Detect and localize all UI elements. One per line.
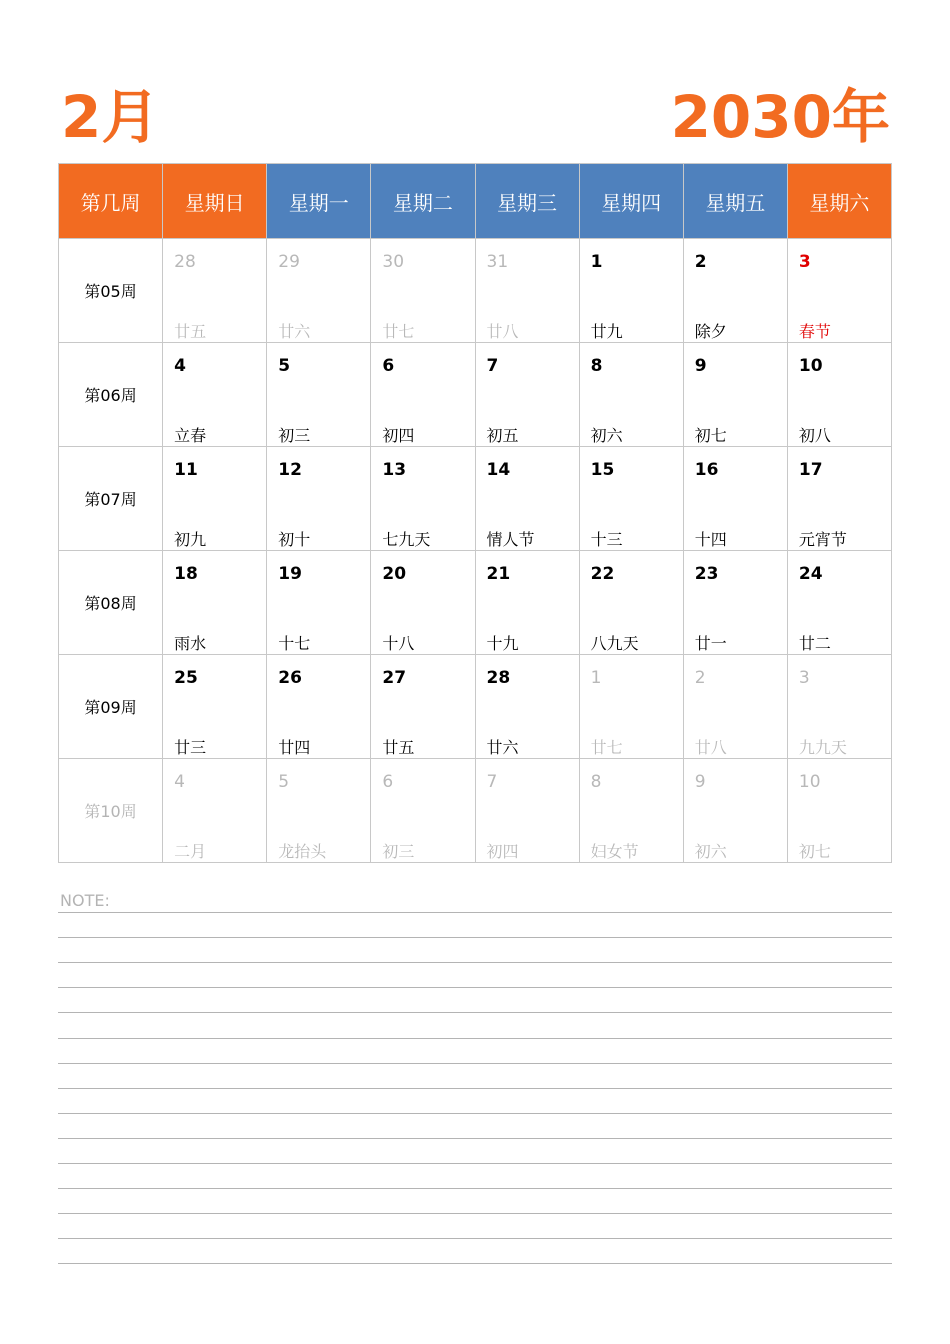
day-cell[interactable] (475, 551, 579, 655)
day-number: 30 (382, 252, 405, 272)
note-rule-line (58, 1038, 892, 1039)
day-number: 27 (382, 668, 407, 688)
day-cell[interactable] (579, 343, 683, 447)
day-cell[interactable] (579, 759, 683, 863)
day-number: 24 (798, 564, 823, 584)
note-rule-line (58, 1188, 892, 1189)
column-header-friday: 星期五 (683, 164, 787, 239)
lunar-date: 十四 (694, 530, 727, 549)
day-number: 10 (798, 772, 821, 792)
year-title: 2030年 (670, 83, 890, 151)
day-cell[interactable] (371, 655, 475, 759)
lunar-date: 十三 (590, 530, 623, 549)
day-cell[interactable] (267, 239, 371, 343)
day-cell[interactable] (787, 447, 891, 551)
lunar-date: 廿二 (798, 634, 831, 653)
day-number: 4 (174, 356, 186, 376)
note-rule-line (58, 1163, 892, 1164)
month-title: 2月 (61, 83, 160, 151)
day-cell[interactable] (683, 343, 787, 447)
column-header-week: 第几周 (59, 164, 163, 239)
day-number: 22 (590, 564, 615, 584)
day-cell[interactable] (475, 447, 579, 551)
lunar-date: 初三 (382, 842, 415, 861)
day-cell[interactable] (163, 447, 267, 551)
day-cell[interactable] (475, 759, 579, 863)
day-number: 3 (798, 252, 811, 272)
column-header-tuesday: 星期二 (371, 164, 475, 239)
day-cell[interactable] (371, 551, 475, 655)
day-number: 1 (590, 668, 602, 688)
day-cell[interactable] (371, 239, 475, 343)
lunar-date: 情人节 (486, 530, 535, 549)
day-cell[interactable] (371, 759, 475, 863)
day-cell[interactable] (267, 551, 371, 655)
day-number: 16 (694, 460, 719, 480)
day-number: 8 (590, 772, 602, 792)
day-cell[interactable] (475, 239, 579, 343)
week-label: 第10周 (59, 759, 163, 863)
week-label: 第08周 (59, 551, 163, 655)
column-header-saturday: 星期六 (787, 164, 891, 239)
note-rule-line (58, 1238, 892, 1239)
lunar-date: 立春 (174, 426, 207, 445)
day-cell[interactable] (267, 447, 371, 551)
lunar-date: 廿六 (278, 322, 311, 341)
day-number: 26 (278, 668, 302, 688)
day-number: 3 (798, 668, 810, 688)
lunar-date: 初四 (486, 842, 519, 861)
day-cell[interactable] (267, 655, 371, 759)
day-cell[interactable] (683, 551, 787, 655)
day-number: 6 (382, 772, 394, 792)
week-label: 第07周 (59, 447, 163, 551)
week-row (59, 655, 892, 759)
lunar-date: 初五 (486, 426, 519, 445)
lunar-date: 廿八 (694, 738, 727, 757)
day-cell[interactable] (267, 759, 371, 863)
day-cell[interactable] (267, 343, 371, 447)
day-cell[interactable] (163, 759, 267, 863)
lunar-date: 九九天 (798, 738, 847, 757)
lunar-date: 初十 (278, 530, 311, 549)
lunar-date: 廿七 (590, 738, 623, 757)
calendar-table (58, 163, 892, 863)
day-number: 31 (486, 252, 509, 272)
note-rule-line (58, 912, 892, 913)
lunar-date: 除夕 (694, 322, 727, 341)
day-cell[interactable] (787, 551, 891, 655)
lunar-date: 廿五 (174, 322, 207, 341)
lunar-date: 初六 (694, 842, 727, 861)
day-number: 19 (278, 564, 302, 584)
week-row (59, 759, 892, 863)
day-cell[interactable] (371, 343, 475, 447)
day-number: 8 (590, 356, 603, 376)
note-rule-line (58, 1113, 892, 1114)
day-number: 13 (382, 460, 407, 480)
note-rule-line (58, 1263, 892, 1264)
day-number: 6 (382, 356, 395, 376)
day-cell[interactable] (163, 239, 267, 343)
day-number: 20 (382, 564, 407, 584)
lunar-date: 雨水 (174, 634, 207, 653)
lunar-date: 廿八 (486, 322, 519, 341)
day-cell[interactable] (371, 447, 475, 551)
day-cell[interactable] (683, 759, 787, 863)
day-number: 12 (278, 460, 302, 480)
lunar-date: 初三 (278, 426, 311, 445)
lunar-date: 初七 (694, 426, 727, 445)
week-row (59, 239, 892, 343)
day-number: 29 (278, 252, 300, 272)
lunar-date: 初七 (798, 842, 831, 861)
day-cell[interactable] (475, 343, 579, 447)
lunar-date: 八九天 (590, 634, 639, 653)
note-rule-line (58, 1012, 892, 1013)
day-cell[interactable] (683, 655, 787, 759)
day-cell[interactable] (787, 343, 891, 447)
column-header-sunday: 星期日 (163, 164, 267, 239)
note-rule-line (58, 1063, 892, 1064)
day-cell[interactable] (163, 343, 267, 447)
day-number: 15 (590, 460, 615, 480)
week-label: 第09周 (59, 655, 163, 759)
lunar-date: 初九 (174, 530, 207, 549)
column-header-monday: 星期一 (267, 164, 371, 239)
day-number: 5 (278, 772, 290, 792)
day-cell[interactable] (163, 655, 267, 759)
day-number: 11 (174, 460, 198, 480)
lunar-date: 廿四 (278, 738, 311, 757)
day-cell[interactable] (579, 551, 683, 655)
lunar-date: 十九 (486, 634, 519, 653)
lunar-date: 元宵节 (798, 530, 847, 549)
day-number: 5 (278, 356, 291, 376)
lunar-date: 廿七 (382, 322, 415, 341)
lunar-date: 初八 (798, 426, 831, 445)
day-cell[interactable] (475, 655, 579, 759)
lunar-date: 二月 (174, 842, 207, 861)
day-number: 1 (590, 252, 603, 272)
day-number: 17 (798, 460, 823, 480)
day-number: 25 (174, 668, 198, 688)
day-number: 28 (174, 252, 196, 272)
note-rule-line (58, 937, 892, 938)
week-label: 第06周 (59, 343, 163, 447)
day-number: 7 (486, 772, 498, 792)
lunar-date: 龙抬头 (278, 842, 327, 861)
day-cell[interactable] (163, 551, 267, 655)
week-row (59, 551, 892, 655)
lunar-date: 初四 (382, 426, 415, 445)
lunar-date: 廿五 (382, 738, 415, 757)
lunar-date: 十八 (382, 634, 415, 653)
lunar-date: 春节 (798, 322, 831, 341)
day-cell[interactable] (787, 759, 891, 863)
day-cell[interactable] (683, 447, 787, 551)
day-number: 2 (694, 252, 707, 272)
day-number: 23 (694, 564, 719, 584)
note-rule-line (58, 1138, 892, 1139)
note-rule-line (58, 1088, 892, 1089)
day-number: 2 (694, 668, 706, 688)
day-number: 28 (486, 668, 511, 688)
day-cell[interactable] (787, 655, 891, 759)
week-row (59, 447, 892, 551)
day-cell-holiday[interactable] (787, 239, 891, 343)
day-cell[interactable] (579, 447, 683, 551)
lunar-date: 廿三 (174, 738, 207, 757)
lunar-date: 廿六 (486, 738, 519, 757)
lunar-date: 初六 (590, 426, 623, 445)
day-number: 18 (174, 564, 198, 584)
day-number: 14 (486, 460, 511, 480)
lunar-date: 廿一 (694, 634, 727, 653)
note-rule-line (58, 962, 892, 963)
column-header-thursday: 星期四 (579, 164, 683, 239)
note-label: NOTE: (60, 891, 110, 910)
day-number: 7 (486, 356, 499, 376)
column-header-wednesday: 星期三 (475, 164, 579, 239)
note-rule-line (58, 1213, 892, 1214)
day-number: 4 (174, 772, 185, 792)
week-label: 第05周 (59, 239, 163, 343)
day-cell[interactable] (579, 655, 683, 759)
day-cell[interactable] (683, 239, 787, 343)
week-row (59, 343, 892, 447)
day-number: 21 (486, 564, 511, 584)
day-cell[interactable] (579, 239, 683, 343)
note-rule-line (58, 987, 892, 988)
lunar-date: 十七 (278, 634, 311, 653)
lunar-date: 廿九 (590, 322, 623, 341)
lunar-date: 七九天 (382, 530, 431, 549)
weekday-header-row (59, 164, 892, 239)
day-number: 9 (694, 356, 707, 376)
day-number: 10 (798, 356, 823, 376)
lunar-date: 妇女节 (590, 842, 639, 861)
day-number: 9 (694, 772, 706, 792)
